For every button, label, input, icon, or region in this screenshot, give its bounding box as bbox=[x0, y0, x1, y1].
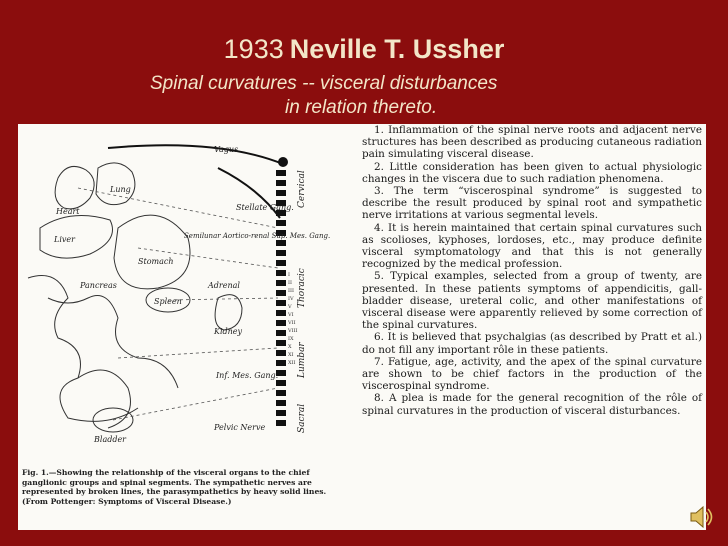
subtitle-line-2: in relation thereto. bbox=[285, 97, 438, 118]
heart-shape bbox=[55, 166, 94, 208]
label-semilunar: Semilunar Aortico-renal Sup. Mes. Gang. bbox=[184, 232, 331, 240]
spinal-level-label: IX bbox=[288, 336, 294, 342]
title-author: Neville T. Ussher bbox=[289, 34, 505, 64]
vertebra bbox=[276, 420, 286, 426]
lung-shape bbox=[96, 163, 135, 205]
vertebra bbox=[276, 240, 286, 246]
vertebra bbox=[276, 320, 286, 326]
label-bladder: Bladder bbox=[94, 435, 127, 444]
spinal-level-label: II bbox=[288, 280, 292, 286]
vertebra bbox=[276, 330, 286, 336]
slide-title bbox=[0, 33, 728, 65]
paragraph: 2. Little consideration has been given to actual physiologic changes in the viscera due to such radiation phenomena. bbox=[362, 160, 702, 185]
label-heart: Heart bbox=[56, 207, 80, 216]
spinal-level-label: XII bbox=[288, 360, 296, 366]
label-cervical: Cervical bbox=[297, 170, 307, 208]
vertebra bbox=[276, 250, 286, 256]
nerve-line bbox=[118, 348, 278, 358]
nerve-line bbox=[113, 388, 278, 420]
spinal-level-label: XI bbox=[288, 352, 294, 358]
spinal-level-label: I bbox=[288, 272, 290, 278]
paragraph: 8. A plea is made for the general recognition of the rôle of spinal curvatures in the production of visceral disturbances. bbox=[362, 392, 702, 417]
spinal-top-node bbox=[278, 157, 288, 167]
kidney-shape bbox=[215, 295, 242, 330]
vertebra bbox=[276, 390, 286, 396]
liver-shape bbox=[40, 216, 113, 259]
vertebra bbox=[276, 190, 286, 196]
speaker-icon[interactable] bbox=[688, 504, 714, 530]
vertebra bbox=[276, 220, 286, 226]
summary-text bbox=[362, 124, 702, 417]
spinal-level-label: VII bbox=[288, 320, 296, 326]
paragraph: 5. Typical examples, selected from a group of twenty, are presented. In these patients symptoms of appendicitis, gall-bladder disease, ureteral colic, and other manifestations of visceral disease were apparently relieved by some correction of the spinal curvatures. bbox=[362, 270, 702, 332]
spinal-level-label: VIII bbox=[288, 328, 298, 334]
label-thoracic: Thoracic bbox=[297, 268, 307, 308]
vertebra bbox=[276, 380, 286, 386]
paragraph: 7. Fatigue, age, activity, and the apex of the spinal curvature are shown to be chief factors in the production of the viscerospinal syndrome. bbox=[362, 355, 702, 393]
vertebra bbox=[276, 180, 286, 186]
speaker-icon-graphic bbox=[688, 504, 714, 530]
label-sacral: Sacral bbox=[297, 403, 307, 433]
paragraph: 6. It is believed that psychalgias (as described by Pratt et al.) do not fill any important rôle in these patients. bbox=[362, 331, 702, 356]
vertebra bbox=[276, 300, 286, 306]
title-year: 1933 bbox=[223, 34, 284, 64]
spinal-level-label: III bbox=[288, 288, 294, 294]
label-lumbar: Lumbar bbox=[297, 342, 307, 378]
paragraph: 1. Inflammation of the spinal nerve roots and adjacent nerve structures has been described as producing cutaneous radiation pain simulating visceral disease. bbox=[362, 124, 702, 161]
colon-shape bbox=[78, 370, 131, 428]
scanned-page bbox=[18, 124, 706, 530]
vertebra bbox=[276, 410, 286, 416]
figure-caption: Fig. 1.—Showing the relationship of the visceral organs to the chief ganglionic groups and spinal segments. The sympathetic nerves are represented by broken lines, the parasympathetics by heavy solid lines. (From Pottenger: Symptoms of Visceral Disease.) bbox=[22, 468, 327, 506]
label-inf-mes: Inf. Mes. Gang. bbox=[216, 371, 279, 380]
figure-drawing bbox=[18, 128, 353, 468]
stomach-shape bbox=[114, 215, 190, 289]
spinal-level-label: VI bbox=[288, 312, 294, 318]
label-stomach: Stomach bbox=[138, 257, 174, 266]
paragraph: 3. The term “viscerospinal syndrome” is suggested to describe the result produced by spinal root and sympathetic nerve irritations at various segmental levels. bbox=[362, 185, 702, 222]
slide-subtitle bbox=[150, 72, 610, 120]
label-adrenal: Adrenal bbox=[208, 281, 240, 290]
spinal-level-label: IV bbox=[288, 296, 294, 302]
vertebra bbox=[276, 170, 286, 176]
vertebra bbox=[276, 400, 286, 406]
vertebra bbox=[276, 340, 286, 346]
vertebra bbox=[276, 280, 286, 286]
label-kidney: Kidney bbox=[214, 327, 243, 336]
vertebra bbox=[276, 360, 286, 366]
label-pelvic-nerve: Pelvic Nerve bbox=[214, 423, 266, 432]
spinal-level-label: X bbox=[288, 344, 292, 350]
vertebra bbox=[276, 290, 286, 296]
paragraph: 4. It is herein maintained that certain spinal curvatures such as scolioses, kyphoses, lordoses, etc., may produce definite visceral symptomatology and that this is not generally recognized by the medical profession. bbox=[362, 221, 702, 271]
label-vagus: Vagus bbox=[214, 145, 239, 154]
subtitle-line-1: Spinal curvatures -- visceral disturbances bbox=[150, 73, 498, 94]
spinal-level-label: V bbox=[288, 304, 292, 310]
vertebra bbox=[276, 260, 286, 266]
vertebra bbox=[276, 270, 286, 276]
vertebra bbox=[276, 310, 286, 316]
vagus-nerve bbox=[108, 145, 283, 164]
label-liver: Liver bbox=[54, 235, 75, 244]
nerve-line bbox=[168, 298, 278, 300]
anatomy-figure bbox=[18, 128, 353, 528]
label-spleen: Spleen bbox=[154, 297, 182, 306]
label-pancreas: Pancreas bbox=[80, 281, 117, 290]
label-stellate: Stellate Gang. bbox=[236, 203, 294, 212]
vertebra bbox=[276, 350, 286, 356]
label-lung: Lung bbox=[110, 185, 131, 194]
